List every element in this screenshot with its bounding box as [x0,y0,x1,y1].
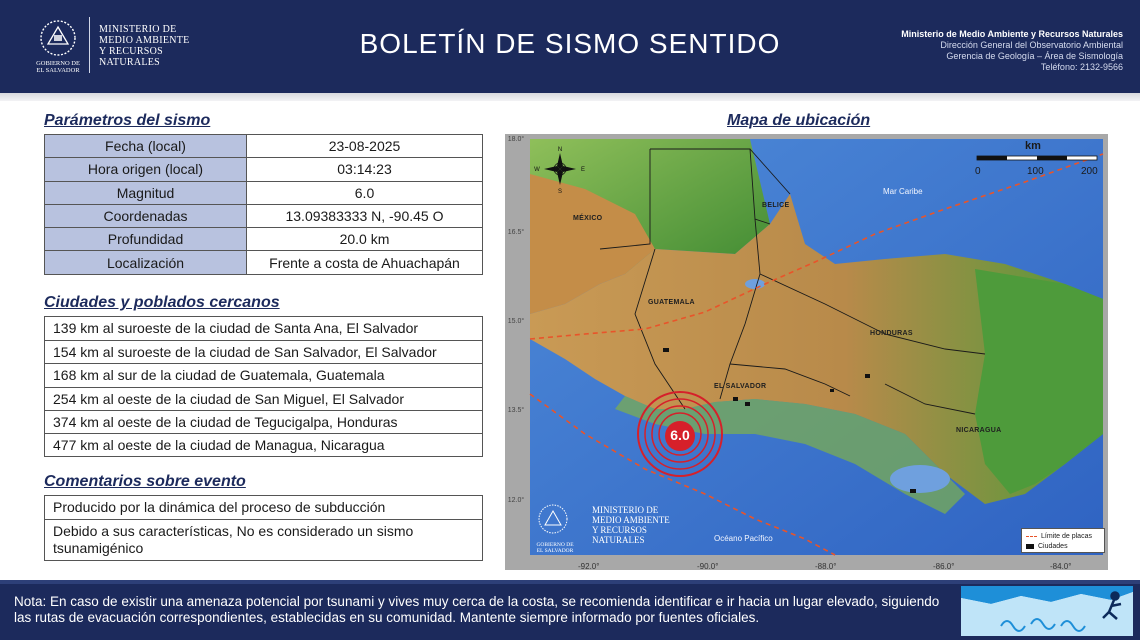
param-value: 23-08-2025 [247,135,483,158]
plate-boundary-icon [1026,536,1037,537]
scale-tick: 0 [975,166,981,177]
param-value: 13.09383333 N, -90.45 O [247,204,483,227]
lon-label: -84.0° [1050,562,1072,571]
lat-label: 12.0° [507,497,525,504]
country-label-belize: BELICE [762,202,790,209]
lon-label: -92.0° [578,562,600,571]
legend-item: Límite de placas [1026,531,1100,541]
list-item: 477 km al oeste de la ciudad de Managua, Nicaragua [45,433,482,456]
list-item: 139 km al suroeste de la ciudad de Santa Ana, El Salvador [53,320,419,336]
lon-label: -88.0° [815,562,837,571]
comments-title: Comentarios sobre evento [44,473,246,490]
map-watermark-ministry: MINISTERIO DE MEDIO AMBIENTE Y RECURSOS NATURALES [592,505,670,545]
tsunami-note: Nota: En caso de existir una amenaza potencial por tsunami y vives muy cerca de la costa, se recomienda identificar e ir hacia un lugar elevado, siguiendo las rutas de evacuación correspondientes, establecidas en su comunidad. Mantente siempre informado por fuentes oficiales. [14,594,940,625]
scale-tick: 100 [1027,166,1044,177]
ministry-name: MINISTERIO DE MEDIO AMBIENTE Y RECURSOS NATURALES [99,24,190,68]
header-bar [0,0,1140,93]
params-row [45,251,483,274]
comments-list [44,495,483,561]
sea-label-caribe: Mar Caribe [883,187,923,196]
map-watermark-gov: GOBIERNO DE EL SALVADOR [536,542,574,554]
param-label: Hora origen (local) [45,158,247,181]
list-item: 374 km al oeste de la ciudad de Tegucigalpa, Honduras [45,410,482,433]
scale-unit: km [1025,140,1041,152]
footer-strip [0,580,1140,584]
params-row [45,135,483,158]
param-value: 03:14:23 [247,158,483,181]
sea-label-pacifico: Océano Pacífico [714,534,773,543]
svg-text:N: N [557,147,563,153]
gov-label: GOBIERNO DE EL SALVADOR [36,60,80,74]
scale-tick: 200 [1081,166,1098,177]
lat-label: 15.0° [507,318,525,325]
header-contact-info: Ministerio de Medio Ambiente y Recursos Naturales Dirección General del Observatorio Ambiental Gerencia de Geología – Área de Sismología Teléfono: 2132-9566 [901,29,1123,72]
params-row [45,158,483,181]
map-legend [1021,528,1105,553]
param-label: Localización [45,251,247,274]
lat-label: 13.5° [507,407,525,414]
svg-text:W: W [534,167,540,173]
country-label-mexico: MÉXICO [573,215,603,222]
cities-list [44,316,483,457]
list-item: 168 km al sur de la ciudad de Guatemala, Guatemala [45,363,482,386]
list-item: Debido a sus características, No es considerado un sismo tsunamigénico [45,519,482,560]
lon-label: -86.0° [933,562,955,571]
param-value: 20.0 km [247,228,483,251]
list-item: 154 km al suroeste de la ciudad de San Salvador, El Salvador [45,340,482,363]
param-label: Profundidad [45,228,247,251]
header-shadow-strip [0,93,1140,101]
country-label-guatemala: GUATEMALA [648,299,695,306]
param-label: Coordenadas [45,204,247,227]
param-label: Magnitud [45,181,247,204]
lat-label: 16.5° [507,229,525,236]
params-row [45,204,483,227]
page-title: BOLETÍN DE SISMO SENTIDO [359,28,781,59]
param-value: Frente a costa de Ahuachapán [247,251,483,274]
params-row [45,228,483,251]
params-row [45,181,483,204]
params-table [44,134,483,275]
svg-text:S: S [557,189,563,195]
lon-label: -90.0° [697,562,719,571]
params-title: Parámetros del sismo [44,112,211,129]
tsunami-evacuation-logo-icon [961,586,1133,636]
list-item: 254 km al oeste de la ciudad de San Miguel, El Salvador [45,387,482,410]
map-title: Mapa de ubicación [727,112,871,129]
country-label-honduras: HONDURAS [870,330,913,337]
magnitude-marker-label: 6.0 [670,427,690,443]
header-divider [89,17,90,73]
svg-text:E: E [580,167,586,173]
param-label: Fecha (local) [45,135,247,158]
country-label-nicaragua: NICARAGUA [956,427,1002,434]
param-value: 6.0 [247,181,483,204]
coat-of-arms-icon [38,18,78,58]
country-label-el-salvador: EL SALVADOR [714,383,767,390]
list-item: Producido por la dinámica del proceso de subducción [53,499,386,515]
legend-item: Ciudades [1026,541,1100,551]
lat-label: 18.0° [507,136,525,143]
city-marker-icon [1026,544,1034,549]
cities-title: Ciudades y poblados cercanos [44,294,280,311]
